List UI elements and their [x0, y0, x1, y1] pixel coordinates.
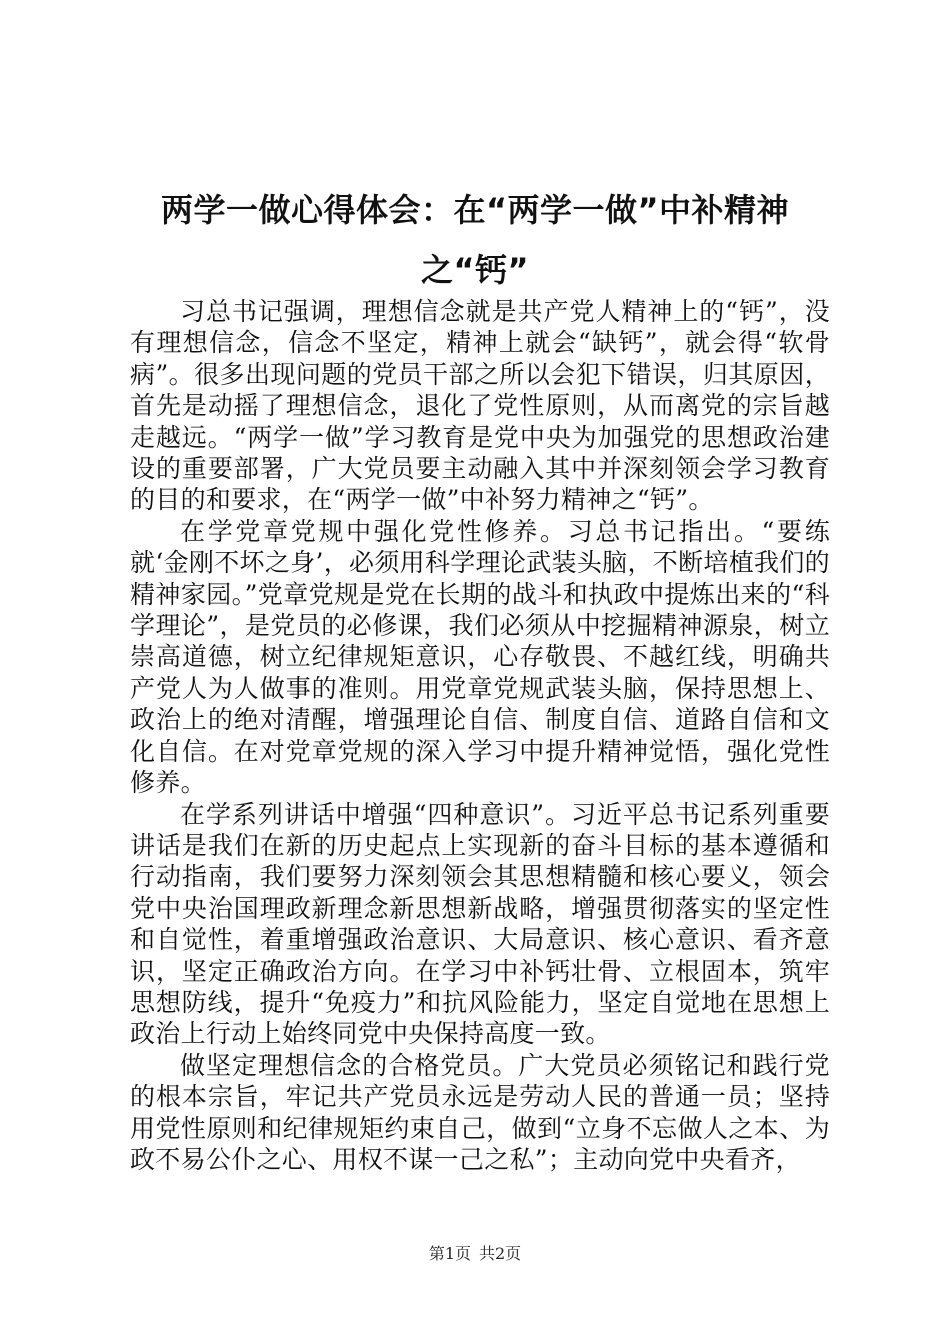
page-total: 共2页 [479, 1244, 522, 1263]
paragraph-four-awareness: 在学系列讲话中增强“四种意识”。习近平总书记系列重要讲话是我们在新的历史起点上实现新的奋斗目标的基本遵循和行动指南，我们要努力深刻领会其思想精髓和核心要义，领会党中央治国理政新理念新思想新战略，增强贯彻落实的坚定性和自觉性，着重增强政治意识、大局意识、核心意识、看齐意识，坚定正确政治方向。在学习中补钙壮骨、立根固本，筑牢思想防线，提升“免疫力”和抗风险能力，坚定自觉地在思想上政治上行动上始终同党中央保持高度一致。 [130, 799, 830, 1049]
title-line-1: 两学一做心得体会：在“两学一做”中补精神 [160, 191, 790, 229]
paragraph-intro: 习总书记强调，理想信念就是共产党人精神上的“钙”，没有理想信念，信念不坚定，精神上就会“缺钙”，就会得“软骨病”。很多出现问题的党员干部之所以会犯下错误，归其原因，首先是动摇了理想信念，退化了党性原则，从而离党的宗旨越走越远。“两学一做”学习教育是党中央为加强党的思想政治建设的重要部署，广大党员要主动融入其中并深刻领会学习教育的目的和要求，在“两学一做”中补努力精神之“钙”。 [130, 297, 830, 515]
paragraph-qualified-member: 做坚定理想信念的合格党员。广大党员必须铭记和践行党的根本宗旨，牢记共产党员永远是劳动人民的普通一员；坚持用党性原则和纪律规矩约束自己，做到“立身不忘做人之本、为政不易公仆之心、用权不谋一己之私”；主动向党中央看齐， [130, 1050, 830, 1174]
title-line-2: 之“钙” [420, 251, 530, 289]
paragraph-party-constitution: 在学党章党规中强化党性修养。习总书记指出。“要练就‘金刚不坏之身’，必须用科学理论武装头脑，不断培植我们的精神家园。”党章党规是党在长期的战斗和执政中提炼出来的“科学理论”，是党员的必修课，我们必须从中挖掘精神源泉，树立崇高道德，树立纪律规矩意识，心存敬畏、不越红线，明确共产党人为人做事的准则。用党章党规武装头脑，保持思想上、政治上的绝对清醒，增强理论自信、制度自信、道路自信和文化自信。在对党章党规的深入学习中提升精神觉悟，强化党性修养。 [130, 516, 830, 798]
page-footer [0, 1244, 950, 1264]
page-number: 第1页 [428, 1244, 471, 1263]
document-title [120, 180, 830, 300]
document-body [130, 296, 830, 1175]
